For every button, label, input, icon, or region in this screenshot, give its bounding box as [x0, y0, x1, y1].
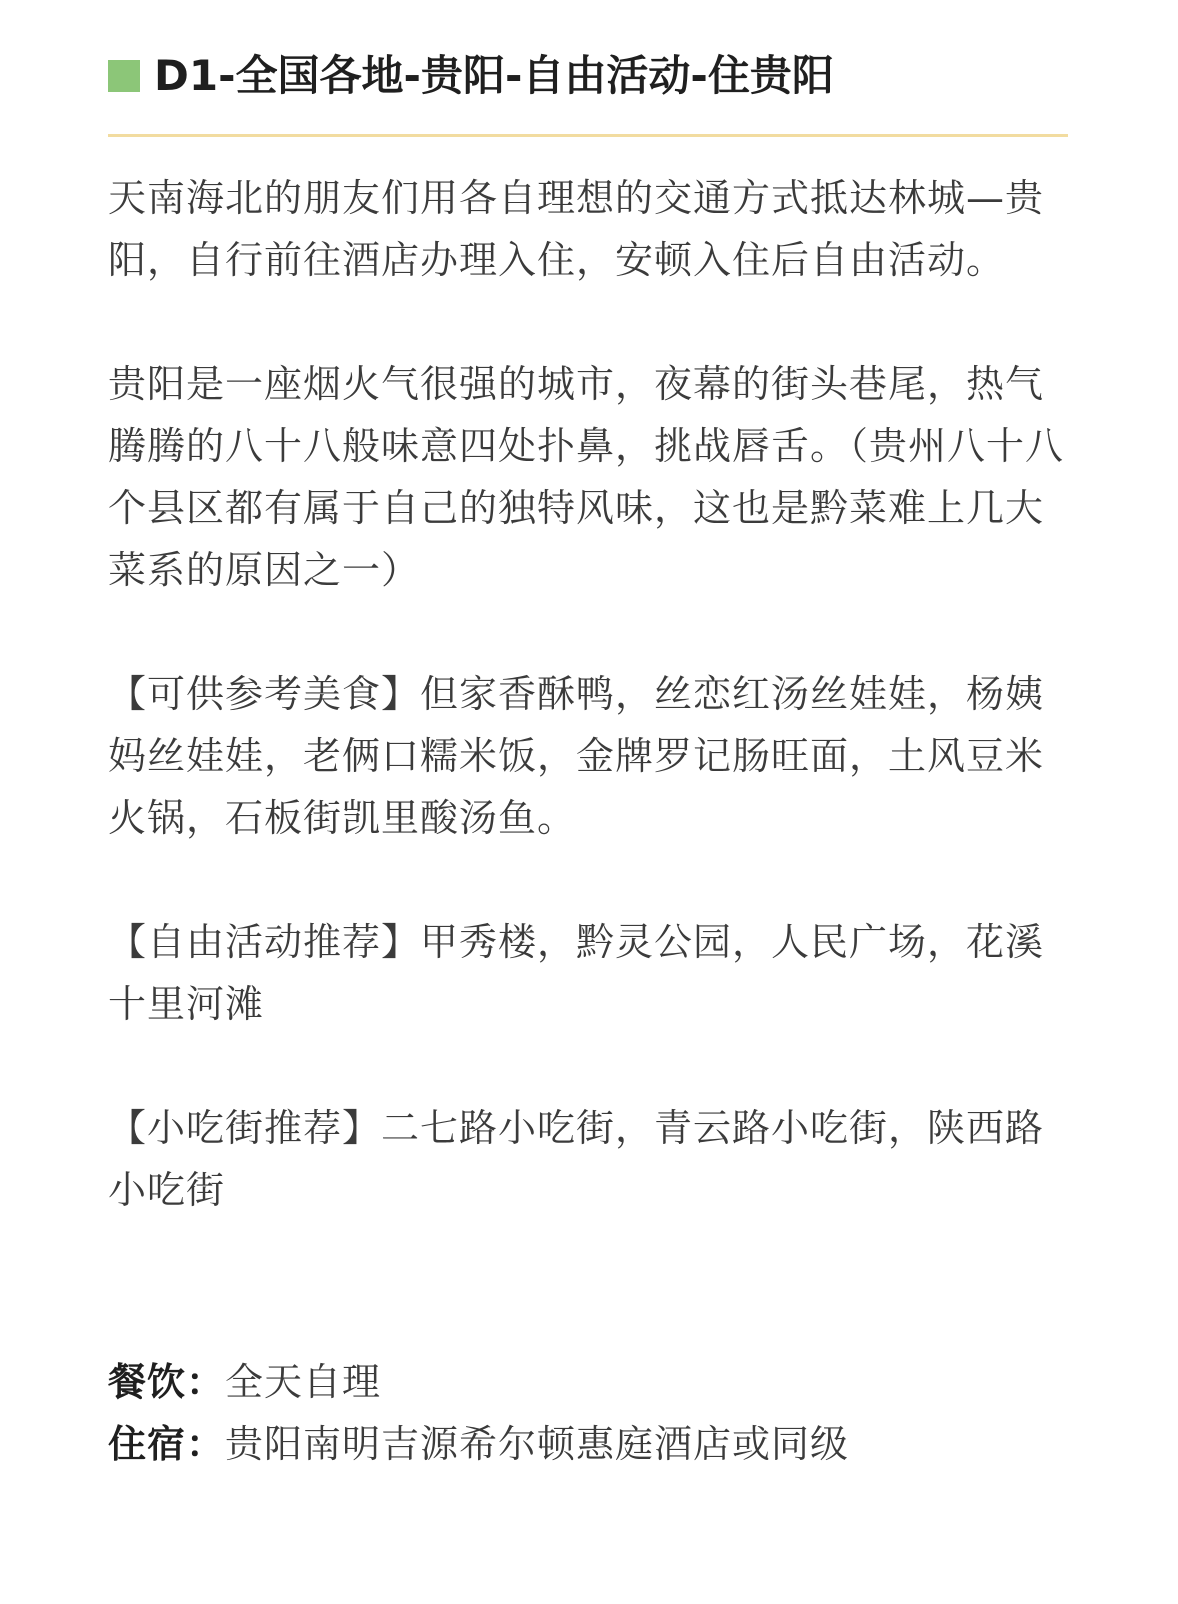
- green-square-marker: [108, 60, 140, 92]
- itinerary-day-card: [108, 46, 1068, 1475]
- activity-recommendations: 【自由活动推荐】甲秀楼，黔灵公园，人民广场，花溪十里河滩: [108, 920, 1045, 1026]
- heading-divider: [108, 134, 1068, 137]
- arrival-paragraph: 天南海北的朋友们用各自理想的交通方式抵达林城—贵阳，自行前往酒店办理入住，安顿入住后自由活动。: [108, 176, 1045, 282]
- meals-value: 全天自理: [225, 1360, 382, 1404]
- lodging-row: [108, 1413, 1068, 1475]
- meals-row: [108, 1351, 1068, 1413]
- lodging-label: 住宿：: [108, 1422, 226, 1466]
- food-recommendations: 【可供参考美食】但家香酥鸭，丝恋红汤丝娃娃，杨姨妈丝娃娃，老俩口糯米饭，金牌罗记肠旺面，土风豆米火锅，石板街凯里酸汤鱼。: [108, 672, 1045, 840]
- day-info: [108, 1351, 1068, 1475]
- meals-label: 餐饮：: [108, 1360, 226, 1404]
- day-heading: [108, 46, 1068, 106]
- snack-street-recommendations: 【小吃街推荐】二七路小吃街，青云路小吃街，陕西路小吃街: [108, 1106, 1045, 1212]
- day-title: D1-全国各地-贵阳-自由活动-住贵阳: [154, 51, 834, 100]
- lodging-value: 贵阳南明吉源希尔顿惠庭酒店或同级: [225, 1422, 850, 1466]
- city-intro-paragraph: 贵阳是一座烟火气很强的城市，夜幕的街头巷尾，热气腾腾的八十八般味意四处扑鼻，挑战唇舌。（贵州八十八个县区都有属于自己的独特风味，这也是黔菜难上几大菜系的原因之一）: [108, 362, 1065, 592]
